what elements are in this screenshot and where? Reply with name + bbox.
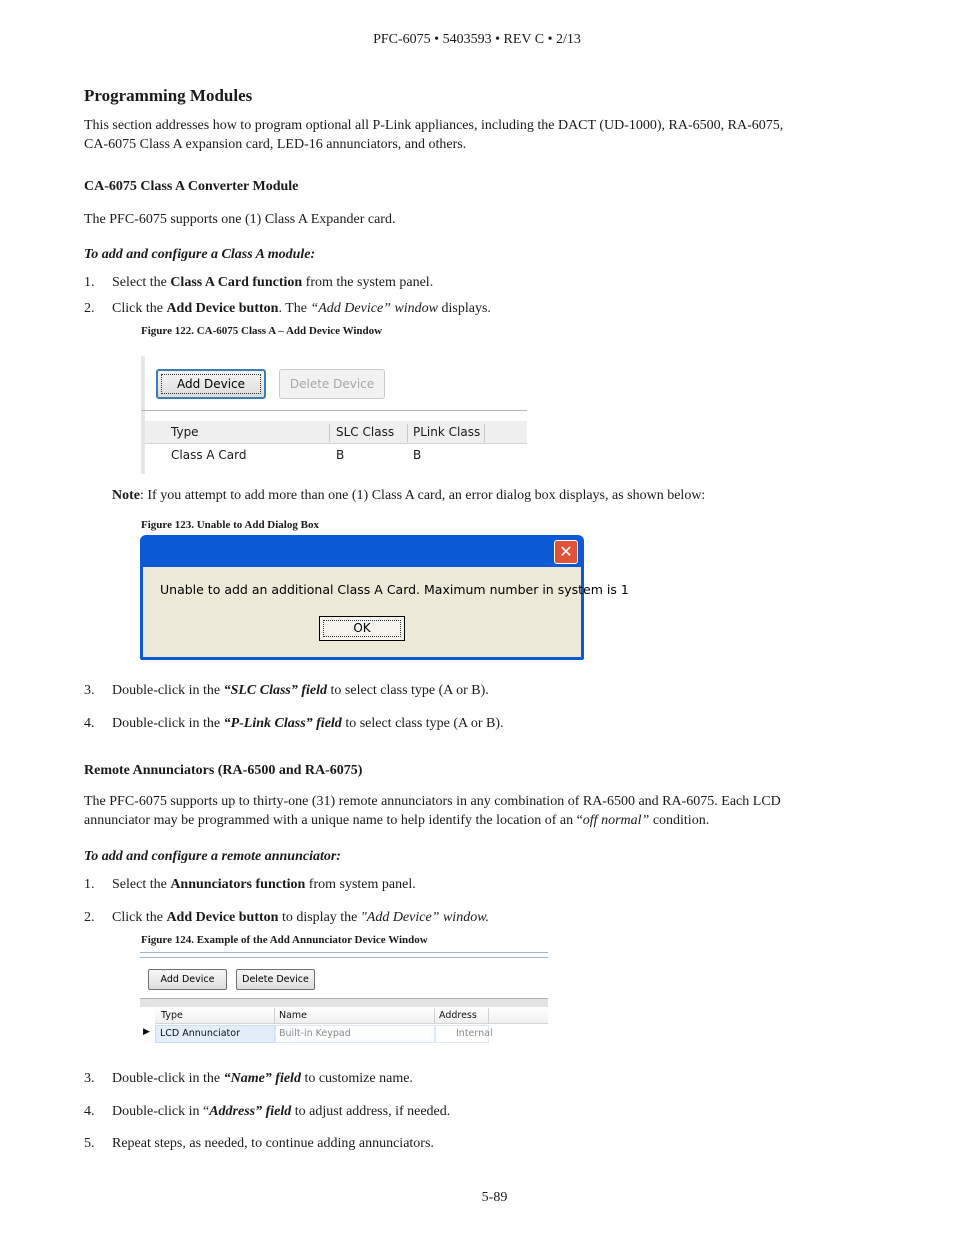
step-2-annunciator: 2. Click the Add Device button to display the "Add Device” window.	[84, 910, 489, 925]
table-row[interactable]	[155, 1025, 493, 1042]
page-header: PFC-6075 • 5403593 • REV C • 2/13	[373, 32, 581, 47]
close-icon[interactable]: ✕	[554, 540, 578, 564]
delete-device-button[interactable]: Delete Device	[279, 369, 385, 399]
section-heading-class-a: CA-6075 Class A Converter Module	[84, 179, 299, 194]
toolbar-divider	[141, 410, 527, 411]
subheading-add-annunciator: To add and configure a remote annunciator:	[84, 849, 341, 864]
add-device-button[interactable]: Add Device	[156, 369, 266, 399]
figure-122-add-device-window	[141, 356, 527, 474]
row-selector-arrow-icon[interactable]: ▶	[143, 1027, 150, 1037]
figure-124-add-annunciator-window	[140, 952, 548, 1047]
column-header-type[interactable]: Type	[171, 425, 199, 439]
section-body-class-a: The PFC-6075 supports one (1) Class A Expander card.	[84, 212, 396, 227]
note-paragraph: Note: If you attempt to add more than one (1) Class A card, an error dialog box displays, as shown below:	[112, 488, 706, 503]
column-separator	[274, 1008, 275, 1024]
cell-address[interactable]: Internal	[456, 1028, 493, 1039]
step-1-class-a: 1. Select the Class A Card function from the system panel.	[84, 275, 434, 290]
dialog-message: Unable to add an additional Class A Card. Maximum number in system is 1	[160, 582, 629, 597]
subheading-add-class-a: To add and configure a Class A module:	[84, 247, 316, 262]
cell-slc-class[interactable]: B	[336, 448, 345, 462]
cell-type[interactable]: LCD Annunciator	[160, 1028, 240, 1039]
ok-button[interactable]: OK	[319, 616, 405, 641]
column-separator	[407, 424, 408, 442]
section-body-line-1: The PFC-6075 supports up to thirty-one (31) remote annunciators in any combination of RA-6500 and RA-6075. Each LCD	[84, 794, 781, 809]
section-heading-remote-annunciators: Remote Annunciators (RA-6500 and RA-6075)	[84, 763, 363, 778]
intro-line-2: CA-6075 Class A expansion card, LED-16 annunciators, and others.	[84, 137, 467, 152]
page-number: 5-89	[481, 1190, 508, 1205]
device-grid	[145, 412, 527, 474]
column-header-slc-class[interactable]: SLC Class	[336, 425, 395, 439]
intro-line-1: This section addresses how to program optional all P-Link appliances, including the DACT (UD-1000), RA-6500, RA-6075,	[84, 118, 784, 133]
column-header-plink-class[interactable]: PLink Class	[413, 425, 481, 439]
column-separator	[484, 424, 485, 442]
toolbar-divider	[140, 998, 548, 1007]
section-body-line-2: annunciator may be programmed with a unique name to help identify the location of an “off normal” condition.	[84, 813, 710, 828]
figure-123-caption: Figure 123. Unable to Add Dialog Box	[141, 519, 319, 531]
column-header-address[interactable]: Address	[439, 1010, 477, 1021]
figure-123-error-dialog	[140, 535, 629, 660]
step-1-annunciator: 1. Select the Annunciators function from system panel.	[84, 877, 416, 892]
step-4-annunciator: 4. Double-click in “Address” field to adjust address, if needed.	[84, 1104, 451, 1119]
cell-type[interactable]: Class A Card	[171, 448, 247, 462]
dialog-body	[143, 567, 629, 657]
add-device-button[interactable]: Add Device	[148, 969, 227, 990]
step-3-annunciator: 3. Double-click in the “Name” field to customize name.	[84, 1071, 413, 1086]
column-header-type[interactable]: Type	[161, 1010, 183, 1021]
cell-plink-class[interactable]: B	[413, 448, 422, 462]
figure-122-caption: Figure 122. CA-6075 Class A – Add Device Window	[141, 325, 383, 337]
step-4-class-a: 4. Double-click in the “P-Link Class” field to select class type (A or B).	[84, 716, 504, 731]
step-3-class-a: 3. Double-click in the “SLC Class” field to select class type (A or B).	[84, 683, 489, 698]
grid-header-row	[155, 1007, 548, 1024]
window-top-border	[140, 952, 548, 958]
cell-name[interactable]: Built-in Keypad	[279, 1028, 351, 1039]
column-separator	[434, 1008, 435, 1024]
column-header-name[interactable]: Name	[279, 1010, 308, 1021]
column-separator	[488, 1008, 489, 1024]
delete-device-button[interactable]: Delete Device	[236, 969, 315, 990]
step-5-annunciator: 5. Repeat steps, as needed, to continue adding annunciators.	[84, 1136, 434, 1151]
column-separator	[329, 424, 330, 442]
step-2-class-a: 2. Click the Add Device button. The “Add Device” window displays.	[84, 301, 491, 316]
page-title: Programming Modules	[84, 86, 253, 105]
figure-124-caption: Figure 124. Example of the Add Annunciator Device Window	[141, 934, 428, 946]
